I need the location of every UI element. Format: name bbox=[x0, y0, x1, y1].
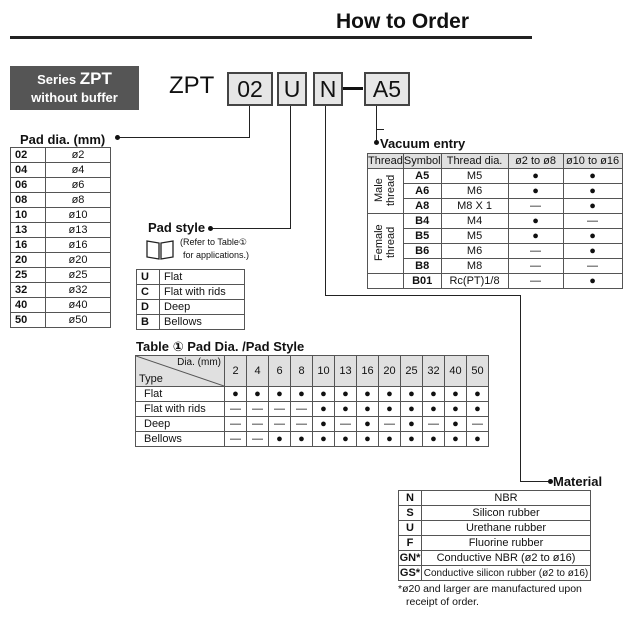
pad-style-row bbox=[137, 315, 245, 330]
material-code: F bbox=[399, 536, 422, 551]
table1-mark: ● bbox=[357, 432, 379, 447]
vacuum-row bbox=[368, 244, 623, 259]
vacuum-thread-dia: M8 bbox=[441, 259, 508, 274]
pad-dia-row bbox=[11, 223, 111, 238]
table1-mark: ● bbox=[467, 402, 489, 417]
table1-row bbox=[136, 387, 489, 402]
table1-mark: — bbox=[269, 402, 291, 417]
vacuum-large-mark: — bbox=[563, 259, 622, 274]
pad-dia-code: 06 bbox=[11, 178, 46, 193]
material-row bbox=[399, 551, 591, 566]
table1-mark: ● bbox=[357, 387, 379, 402]
table1-mark: — bbox=[225, 402, 247, 417]
pad-dia-row bbox=[11, 313, 111, 328]
table1-type: Deep bbox=[136, 417, 225, 432]
table1-dia-header: 50 bbox=[467, 356, 489, 387]
vacuum-thread-dia: M5 bbox=[441, 229, 508, 244]
leader-material-v2 bbox=[520, 295, 521, 482]
pad-dia-code: 13 bbox=[11, 223, 46, 238]
table1-mark: ● bbox=[401, 387, 423, 402]
vacuum-symbol: B01 bbox=[403, 274, 441, 289]
vacuum-large-mark: ● bbox=[563, 169, 622, 184]
pad-dia-row bbox=[11, 163, 111, 178]
table1-mark: — bbox=[247, 417, 269, 432]
material-row bbox=[399, 536, 591, 551]
vacuum-thread-dia: M5 bbox=[441, 169, 508, 184]
table1-mark: ● bbox=[269, 432, 291, 447]
vacuum-group-cell bbox=[368, 169, 404, 214]
vacuum-thread-dia: M6 bbox=[441, 244, 508, 259]
vacuum-large-mark: ● bbox=[563, 274, 622, 289]
table1-mark: — bbox=[247, 402, 269, 417]
pad-dia-value: ø16 bbox=[46, 238, 111, 253]
pad-dia-row bbox=[11, 253, 111, 268]
table1-mark: ● bbox=[423, 387, 445, 402]
table1-mark: ● bbox=[379, 402, 401, 417]
table1-mark: — bbox=[423, 417, 445, 432]
title-rule bbox=[10, 36, 532, 39]
table1-mark: ● bbox=[291, 387, 313, 402]
table1-dia-header: 20 bbox=[379, 356, 401, 387]
leader-pad-dia-v bbox=[249, 106, 250, 138]
vacuum-thread-dia: M4 bbox=[441, 214, 508, 229]
table1-dia-header: 40 bbox=[445, 356, 467, 387]
material-table bbox=[398, 490, 591, 581]
vacuum-thread-dia: M6 bbox=[441, 184, 508, 199]
pad-dia-code: 20 bbox=[11, 253, 46, 268]
material-value: Fluorine rubber bbox=[422, 536, 591, 551]
vacuum-row bbox=[368, 169, 623, 184]
pad-dia-value: ø13 bbox=[46, 223, 111, 238]
pad-style-heading: Pad style bbox=[148, 220, 206, 235]
table1-mark: — bbox=[269, 417, 291, 432]
vac-col-symbol: Symbol bbox=[403, 155, 441, 167]
pad-dia-code: 16 bbox=[11, 238, 46, 253]
table1 bbox=[135, 355, 489, 447]
vacuum-heading: Vacuum entry bbox=[380, 136, 466, 151]
vacuum-large-mark: ● bbox=[563, 184, 622, 199]
table1-dia-header: 32 bbox=[423, 356, 445, 387]
pad-dia-row bbox=[11, 148, 111, 163]
table1-mark: ● bbox=[379, 387, 401, 402]
pad-style-table bbox=[136, 269, 245, 330]
table1-mark: ● bbox=[423, 402, 445, 417]
series-prefix: Series bbox=[37, 72, 80, 87]
table1-mark: ● bbox=[467, 432, 489, 447]
vacuum-symbol: A8 bbox=[403, 199, 441, 214]
material-code: S bbox=[399, 506, 422, 521]
material-value: NBR bbox=[422, 491, 591, 506]
vacuum-small-mark: ● bbox=[508, 169, 563, 184]
table1-mark: ● bbox=[401, 432, 423, 447]
material-row bbox=[399, 506, 591, 521]
table1-dia-header: 16 bbox=[357, 356, 379, 387]
table1-mark: ● bbox=[357, 417, 379, 432]
leader-material-h2 bbox=[520, 481, 550, 482]
pad-dia-code: 32 bbox=[11, 283, 46, 298]
material-heading: Material bbox=[553, 474, 603, 489]
pad-dia-value: ø50 bbox=[46, 313, 111, 328]
material-note-2: receipt of order. bbox=[406, 596, 479, 608]
vacuum-large-mark: ● bbox=[563, 229, 622, 244]
vacuum-symbol: A5 bbox=[403, 169, 441, 184]
vacuum-symbol: B8 bbox=[403, 259, 441, 274]
table1-dia-header: 2 bbox=[225, 356, 247, 387]
table1-dia-header: 25 bbox=[401, 356, 423, 387]
pad-style-refer-1: (Refer to Table① bbox=[180, 237, 247, 247]
vacuum-group-cell bbox=[368, 214, 404, 274]
vacuum-symbol: B6 bbox=[403, 244, 441, 259]
table1-mark: ● bbox=[467, 387, 489, 402]
table1-mark: — bbox=[225, 417, 247, 432]
table1-row bbox=[136, 417, 489, 432]
table1-mark: — bbox=[335, 417, 357, 432]
table1-mark: ● bbox=[269, 387, 291, 402]
table1-mark: ● bbox=[357, 402, 379, 417]
table1-row bbox=[136, 402, 489, 417]
table1-type: Flat with rids bbox=[136, 402, 225, 417]
pad-dia-value: ø40 bbox=[46, 298, 111, 313]
table1-mark: — bbox=[291, 417, 313, 432]
vacuum-group-label: Female thread bbox=[373, 223, 398, 261]
pad-dia-code: 40 bbox=[11, 298, 46, 313]
table1-mark: — bbox=[291, 402, 313, 417]
leader-pad-dia-h bbox=[118, 137, 250, 138]
table1-mark: ● bbox=[247, 387, 269, 402]
vacuum-row bbox=[368, 214, 623, 229]
vac-col-large: ø10 to ø16 bbox=[563, 154, 622, 169]
table1-mark: ● bbox=[445, 432, 467, 447]
table1-mark: ● bbox=[291, 432, 313, 447]
table1-mark: ● bbox=[423, 432, 445, 447]
pad-dia-value: ø4 bbox=[46, 163, 111, 178]
vacuum-row bbox=[368, 259, 623, 274]
leader-pad-style-v bbox=[290, 106, 291, 229]
leader-vacuum-dot bbox=[374, 140, 379, 145]
table1-type: Flat bbox=[136, 387, 225, 402]
series-subtitle: without buffer bbox=[31, 90, 118, 105]
vac-col-thread: Thread bbox=[368, 155, 403, 167]
leader-vacuum-v bbox=[376, 106, 377, 130]
pad-dia-code: 08 bbox=[11, 193, 46, 208]
pad-dia-heading: Pad dia. (mm) bbox=[20, 132, 106, 147]
vacuum-small-mark: — bbox=[508, 259, 563, 274]
pad-style-row bbox=[137, 300, 245, 315]
material-row bbox=[399, 491, 591, 506]
table1-mark: ● bbox=[401, 417, 423, 432]
pad-style-value: Flat with rids bbox=[160, 285, 245, 300]
table1-dia-header: 6 bbox=[269, 356, 291, 387]
pad-dia-row bbox=[11, 193, 111, 208]
series-badge bbox=[10, 66, 139, 110]
page-title: How to Order bbox=[336, 10, 470, 33]
table1-row bbox=[136, 432, 489, 447]
table1-mark: ● bbox=[401, 402, 423, 417]
vacuum-symbol: B5 bbox=[403, 229, 441, 244]
table1-dia-header: 4 bbox=[247, 356, 269, 387]
pad-dia-code: 25 bbox=[11, 268, 46, 283]
pad-dia-table bbox=[10, 147, 111, 328]
vacuum-row bbox=[368, 184, 623, 199]
code-vacuum-entry: A5 bbox=[364, 72, 410, 106]
pad-dia-row bbox=[11, 208, 111, 223]
pad-style-refer-2: for applications.) bbox=[183, 250, 250, 260]
table1-mark: ● bbox=[335, 402, 357, 417]
leader-material-h1 bbox=[325, 295, 521, 296]
series-name: ZPT bbox=[79, 69, 112, 88]
table1-mark: ● bbox=[313, 402, 335, 417]
leader-pad-style-dot bbox=[208, 226, 213, 231]
table1-mark: — bbox=[379, 417, 401, 432]
pad-dia-code: 02 bbox=[11, 148, 46, 163]
table1-dia-header: 13 bbox=[335, 356, 357, 387]
vacuum-small-mark: — bbox=[508, 199, 563, 214]
table1-mark: ● bbox=[313, 432, 335, 447]
pad-dia-value: ø20 bbox=[46, 253, 111, 268]
vacuum-small-mark: — bbox=[508, 274, 563, 289]
vacuum-symbol: A6 bbox=[403, 184, 441, 199]
material-value: Urethane rubber bbox=[422, 521, 591, 536]
pad-dia-row bbox=[11, 268, 111, 283]
vac-col-small: ø2 to ø8 bbox=[508, 154, 563, 169]
table1-mark: ● bbox=[445, 402, 467, 417]
pad-dia-value: ø2 bbox=[46, 148, 111, 163]
leader-vacuum-h bbox=[376, 129, 384, 130]
material-note-1: *ø20 and larger are manufactured upon bbox=[398, 583, 582, 595]
code-material: N bbox=[313, 72, 343, 106]
vacuum-row bbox=[368, 199, 623, 214]
pad-style-value: Bellows bbox=[160, 315, 245, 330]
vacuum-large-mark: ● bbox=[563, 199, 622, 214]
pad-dia-row bbox=[11, 178, 111, 193]
material-row bbox=[399, 566, 591, 581]
table1-type: Bellows bbox=[136, 432, 225, 447]
table1-mark: ● bbox=[225, 387, 247, 402]
table1-mark: ● bbox=[379, 432, 401, 447]
vacuum-large-mark: ● bbox=[563, 244, 622, 259]
material-code: GN* bbox=[399, 552, 421, 564]
vacuum-small-mark: — bbox=[508, 244, 563, 259]
pad-style-value: Deep bbox=[160, 300, 245, 315]
corner-type: Type bbox=[139, 373, 163, 385]
material-code: N bbox=[399, 491, 422, 506]
book-icon bbox=[146, 238, 174, 260]
pad-dia-value: ø8 bbox=[46, 193, 111, 208]
vac-col-thread-dia: Thread dia. bbox=[441, 154, 508, 169]
pad-dia-value: ø6 bbox=[46, 178, 111, 193]
pad-dia-row bbox=[11, 238, 111, 253]
pad-style-row bbox=[137, 270, 245, 285]
vacuum-small-mark: ● bbox=[508, 184, 563, 199]
vacuum-small-mark: ● bbox=[508, 214, 563, 229]
leader-pad-style-h bbox=[210, 228, 291, 229]
material-value: Silicon rubber bbox=[422, 506, 591, 521]
pad-dia-row bbox=[11, 298, 111, 313]
corner-dia: Dia. (mm) bbox=[177, 357, 221, 368]
table1-mark: ● bbox=[445, 387, 467, 402]
vacuum-symbol: B4 bbox=[403, 214, 441, 229]
pad-style-row bbox=[137, 285, 245, 300]
material-row bbox=[399, 521, 591, 536]
model-prefix: ZPT bbox=[169, 72, 215, 99]
table1-mark: ● bbox=[313, 387, 335, 402]
pad-dia-code: 04 bbox=[11, 163, 46, 178]
vacuum-group-label: Male thread bbox=[373, 173, 398, 206]
vacuum-row bbox=[368, 229, 623, 244]
table1-mark: ● bbox=[445, 417, 467, 432]
pad-dia-value: ø25 bbox=[46, 268, 111, 283]
pad-dia-value: ø32 bbox=[46, 283, 111, 298]
pad-style-value: Flat bbox=[160, 270, 245, 285]
pad-style-code: D bbox=[137, 300, 160, 315]
table1-mark: — bbox=[247, 432, 269, 447]
table1-mark: ● bbox=[335, 387, 357, 402]
material-value: Conductive silicon rubber (ø2 to ø16) bbox=[422, 566, 591, 581]
table1-heading: Table ① Pad Dia. /Pad Style bbox=[136, 339, 305, 354]
leader-pad-dia-dot bbox=[115, 135, 120, 140]
pad-dia-value: ø10 bbox=[46, 208, 111, 223]
vacuum-table bbox=[367, 153, 623, 289]
material-code: U bbox=[399, 521, 422, 536]
vacuum-thread-dia: M8 X 1 bbox=[441, 199, 508, 214]
table1-mark: — bbox=[467, 417, 489, 432]
pad-style-code: B bbox=[137, 315, 160, 330]
pad-dia-code: 10 bbox=[11, 208, 46, 223]
table1-dia-header: 10 bbox=[313, 356, 335, 387]
vacuum-thread-dia: Rc(PT)1/8 bbox=[441, 274, 508, 289]
code-pad-dia: 02 bbox=[227, 72, 273, 106]
code-pad-style: U bbox=[277, 72, 307, 106]
pad-style-code: U bbox=[137, 270, 160, 285]
table1-mark: ● bbox=[313, 417, 335, 432]
material-value: Conductive NBR (ø2 to ø16) bbox=[422, 551, 591, 566]
pad-dia-code: 50 bbox=[11, 313, 46, 328]
material-code: GS* bbox=[399, 567, 421, 579]
vacuum-row bbox=[368, 274, 623, 289]
code-dash bbox=[343, 87, 363, 90]
table1-dia-header: 8 bbox=[291, 356, 313, 387]
pad-dia-row bbox=[11, 283, 111, 298]
pad-style-code: C bbox=[137, 285, 160, 300]
table1-mark: — bbox=[225, 432, 247, 447]
vacuum-blank-cell bbox=[368, 274, 404, 289]
table1-mark: ● bbox=[335, 432, 357, 447]
vacuum-large-mark: — bbox=[563, 214, 622, 229]
table1-corner bbox=[136, 356, 225, 387]
vacuum-small-mark: ● bbox=[508, 229, 563, 244]
leader-material-v1 bbox=[325, 106, 326, 296]
